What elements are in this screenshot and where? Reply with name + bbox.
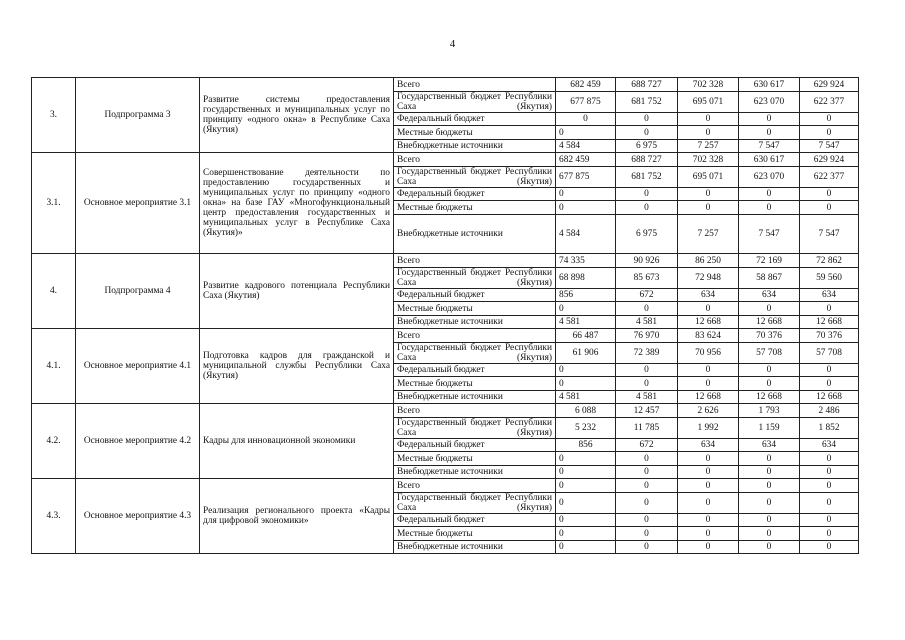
amount-cell: 0	[739, 364, 800, 377]
funding-source: Государственный бюджет Республики Саха (Якутия)	[394, 418, 556, 439]
amount-cell: 0	[616, 188, 678, 201]
amount-cell: 0	[556, 126, 616, 140]
amount-cell: 856	[556, 289, 616, 302]
amount-cell: 74 335	[556, 254, 616, 268]
funding-source: Федеральный бюджет	[394, 439, 556, 452]
amount-cell: 672	[616, 439, 678, 452]
amount-cell: 70 956	[678, 343, 739, 364]
program-name: Основное мероприятие 3.1	[76, 153, 200, 254]
funding-source: Государственный бюджет Республики Саха (Якутия)	[394, 167, 556, 188]
amount-cell: 0	[678, 201, 739, 215]
amount-cell: 677 875	[556, 92, 616, 113]
amount-cell: 682 459	[556, 153, 616, 167]
amount-cell: 72 389	[616, 343, 678, 364]
amount-cell: 5 232	[556, 418, 616, 439]
funding-source: Федеральный бюджет	[394, 364, 556, 377]
amount-cell: 0	[800, 514, 859, 527]
section-number: 3.	[32, 78, 76, 153]
amount-cell: 4 581	[556, 316, 616, 329]
amount-cell: 1 992	[678, 418, 739, 439]
amount-cell: 1 852	[800, 418, 859, 439]
funding-source: Всего	[394, 479, 556, 493]
amount-cell: 0	[800, 452, 859, 466]
amount-cell: 622 377	[800, 92, 859, 113]
amount-cell: 0	[616, 113, 678, 126]
funding-source: Внебюджетные источники	[394, 316, 556, 329]
amount-cell: 0	[616, 493, 678, 514]
amount-cell: 634	[800, 439, 859, 452]
amount-cell: 634	[678, 439, 739, 452]
section-number: 4.1.	[32, 329, 76, 404]
table-row	[32, 78, 859, 92]
amount-cell: 70 376	[800, 329, 859, 343]
amount-cell: 0	[556, 113, 616, 126]
amount-cell: 702 328	[678, 153, 739, 167]
table-row	[32, 479, 859, 493]
funding-source: Государственный бюджет Республики Саха (Якутия)	[394, 92, 556, 113]
amount-cell: 0	[739, 541, 800, 554]
amount-cell: 0	[739, 113, 800, 126]
amount-cell: 59 560	[800, 268, 859, 289]
amount-cell: 66 487	[556, 329, 616, 343]
amount-cell: 688 727	[616, 153, 678, 167]
amount-cell: 0	[616, 514, 678, 527]
amount-cell: 0	[800, 201, 859, 215]
amount-cell: 0	[678, 452, 739, 466]
amount-cell: 629 924	[800, 78, 859, 92]
amount-cell: 68 898	[556, 268, 616, 289]
funding-source: Внебюджетные источники	[394, 391, 556, 404]
funding-source: Местные бюджеты	[394, 527, 556, 541]
amount-cell: 2 626	[678, 404, 739, 418]
funding-source: Государственный бюджет Республики Саха (Якутия)	[394, 268, 556, 289]
amount-cell: 0	[556, 302, 616, 316]
amount-cell: 0	[678, 514, 739, 527]
program-name: Основное мероприятие 4.3	[76, 479, 200, 554]
amount-cell: 70 376	[739, 329, 800, 343]
funding-source: Всего	[394, 153, 556, 167]
amount-cell: 677 875	[556, 167, 616, 188]
amount-cell: 0	[616, 201, 678, 215]
program-name: Подпрограмма 3	[76, 78, 200, 153]
amount-cell: 7 547	[800, 215, 859, 254]
amount-cell: 0	[556, 377, 616, 391]
amount-cell: 0	[678, 302, 739, 316]
amount-cell: 0	[800, 466, 859, 479]
amount-cell: 12 457	[616, 404, 678, 418]
amount-cell: 0	[739, 302, 800, 316]
funding-source: Внебюджетные источники	[394, 215, 556, 254]
amount-cell: 0	[678, 466, 739, 479]
amount-cell: 0	[739, 479, 800, 493]
amount-cell: 629 924	[800, 153, 859, 167]
amount-cell: 7 547	[739, 140, 800, 153]
amount-cell: 1 793	[739, 404, 800, 418]
table-row	[32, 329, 859, 343]
amount-cell: 0	[678, 493, 739, 514]
amount-cell: 4 581	[616, 391, 678, 404]
amount-cell: 0	[678, 527, 739, 541]
amount-cell: 4 584	[556, 215, 616, 254]
amount-cell: 0	[800, 364, 859, 377]
amount-cell: 0	[678, 126, 739, 140]
amount-cell: 681 752	[616, 167, 678, 188]
amount-cell: 0	[616, 527, 678, 541]
amount-cell: 0	[616, 126, 678, 140]
amount-cell: 672	[616, 289, 678, 302]
page-number: 4	[449, 38, 456, 50]
amount-cell: 0	[556, 188, 616, 201]
funding-source: Государственный бюджет Республики Саха (Якутия)	[394, 493, 556, 514]
amount-cell: 0	[616, 452, 678, 466]
amount-cell: 72 948	[678, 268, 739, 289]
budget-table	[31, 77, 859, 554]
amount-cell: 0	[678, 364, 739, 377]
table-row	[32, 404, 859, 418]
amount-cell: 0	[678, 377, 739, 391]
funding-source: Всего	[394, 78, 556, 92]
amount-cell: 0	[556, 493, 616, 514]
funding-source: Местные бюджеты	[394, 126, 556, 140]
amount-cell: 0	[739, 126, 800, 140]
amount-cell: 7 257	[678, 215, 739, 254]
program-name: Основное мероприятие 4.2	[76, 404, 200, 479]
amount-cell: 623 070	[739, 92, 800, 113]
amount-cell: 4 581	[556, 391, 616, 404]
amount-cell: 695 071	[678, 167, 739, 188]
program-name: Основное мероприятие 4.1	[76, 329, 200, 404]
funding-source: Местные бюджеты	[394, 302, 556, 316]
funding-source: Федеральный бюджет	[394, 113, 556, 126]
amount-cell: 0	[678, 188, 739, 201]
amount-cell: 634	[739, 289, 800, 302]
amount-cell: 0	[556, 527, 616, 541]
amount-cell: 0	[800, 113, 859, 126]
budget-table-body	[32, 78, 859, 554]
amount-cell: 85 673	[616, 268, 678, 289]
amount-cell: 7 257	[678, 140, 739, 153]
amount-cell: 61 906	[556, 343, 616, 364]
amount-cell: 623 070	[739, 167, 800, 188]
amount-cell: 0	[678, 479, 739, 493]
funding-source: Всего	[394, 254, 556, 268]
program-description: Развитие кадрового потенциала Республики Саха (Якутия)	[200, 254, 394, 329]
amount-cell: 1 159	[739, 418, 800, 439]
amount-cell: 688 727	[616, 78, 678, 92]
amount-cell: 12 668	[739, 391, 800, 404]
amount-cell: 12 668	[678, 391, 739, 404]
amount-cell: 0	[739, 466, 800, 479]
section-number: 4.2.	[32, 404, 76, 479]
section-number: 4.	[32, 254, 76, 329]
amount-cell: 58 867	[739, 268, 800, 289]
program-name: Подпрограмма 4	[76, 254, 200, 329]
amount-cell: 0	[678, 113, 739, 126]
amount-cell: 0	[616, 302, 678, 316]
amount-cell: 57 708	[739, 343, 800, 364]
amount-cell: 0	[800, 479, 859, 493]
amount-cell: 702 328	[678, 78, 739, 92]
table-row	[32, 153, 859, 167]
amount-cell: 634	[800, 289, 859, 302]
amount-cell: 0	[739, 527, 800, 541]
amount-cell: 0	[800, 302, 859, 316]
program-description: Кадры для инновационной экономики	[200, 404, 394, 479]
amount-cell: 0	[739, 493, 800, 514]
amount-cell: 682 459	[556, 78, 616, 92]
amount-cell: 634	[678, 289, 739, 302]
funding-source: Всего	[394, 404, 556, 418]
funding-source: Федеральный бюджет	[394, 514, 556, 527]
amount-cell: 0	[556, 201, 616, 215]
amount-cell: 7 547	[800, 140, 859, 153]
funding-source: Внебюджетные источники	[394, 466, 556, 479]
amount-cell: 0	[800, 493, 859, 514]
funding-source: Всего	[394, 329, 556, 343]
funding-source: Местные бюджеты	[394, 201, 556, 215]
amount-cell: 0	[556, 514, 616, 527]
amount-cell: 0	[678, 541, 739, 554]
funding-source: Государственный бюджет Республики Саха (Якутия)	[394, 343, 556, 364]
amount-cell: 11 785	[616, 418, 678, 439]
amount-cell: 12 668	[739, 316, 800, 329]
amount-cell: 622 377	[800, 167, 859, 188]
amount-cell: 0	[800, 527, 859, 541]
program-description: Развитие системы предоставления государственных и муниципальных услуг по принципу «одного окна» в Республике Саха (Якутия)	[200, 78, 394, 153]
amount-cell: 12 668	[678, 316, 739, 329]
amount-cell: 0	[556, 541, 616, 554]
funding-source: Местные бюджеты	[394, 377, 556, 391]
amount-cell: 4 581	[616, 316, 678, 329]
amount-cell: 0	[739, 377, 800, 391]
amount-cell: 7 547	[739, 215, 800, 254]
amount-cell: 0	[800, 541, 859, 554]
amount-cell: 0	[556, 479, 616, 493]
funding-source: Внебюджетные источники	[394, 541, 556, 554]
amount-cell: 0	[616, 364, 678, 377]
amount-cell: 0	[616, 377, 678, 391]
funding-source: Местные бюджеты	[394, 452, 556, 466]
amount-cell: 0	[800, 126, 859, 140]
amount-cell: 630 617	[739, 78, 800, 92]
amount-cell: 0	[556, 466, 616, 479]
amount-cell: 0	[739, 201, 800, 215]
amount-cell: 6 975	[616, 140, 678, 153]
amount-cell: 2 486	[800, 404, 859, 418]
section-number: 3.1.	[32, 153, 76, 254]
amount-cell: 4 584	[556, 140, 616, 153]
section-number: 4.3.	[32, 479, 76, 554]
amount-cell: 0	[739, 188, 800, 201]
funding-source: Федеральный бюджет	[394, 188, 556, 201]
amount-cell: 72 862	[800, 254, 859, 268]
amount-cell: 0	[556, 364, 616, 377]
amount-cell: 0	[739, 452, 800, 466]
amount-cell: 0	[616, 541, 678, 554]
amount-cell: 0	[800, 377, 859, 391]
amount-cell: 6 088	[556, 404, 616, 418]
amount-cell: 856	[556, 439, 616, 452]
amount-cell: 72 169	[739, 254, 800, 268]
funding-source: Внебюджетные источники	[394, 140, 556, 153]
amount-cell: 681 752	[616, 92, 678, 113]
amount-cell: 12 668	[800, 316, 859, 329]
amount-cell: 634	[739, 439, 800, 452]
program-description: Реализация регионального проекта «Кадры для цифровой экономики»	[200, 479, 394, 554]
program-description: Совершенствование деятельности по предоставлению государственных и муниципальных услуг по принципу «одного окна» на базе ГАУ «Многофункциональный центр предоставления государственных и муниципальных услуг в Республике Саха (Якутия)»	[200, 153, 394, 254]
amount-cell: 0	[556, 452, 616, 466]
program-description: Подготовка кадров для гражданской и муниципальной службы Республики Саха (Якутия)	[200, 329, 394, 404]
amount-cell: 630 617	[739, 153, 800, 167]
amount-cell: 0	[800, 188, 859, 201]
funding-source: Федеральный бюджет	[394, 289, 556, 302]
amount-cell: 86 250	[678, 254, 739, 268]
amount-cell: 12 668	[800, 391, 859, 404]
amount-cell: 76 970	[616, 329, 678, 343]
amount-cell: 695 071	[678, 92, 739, 113]
amount-cell: 83 624	[678, 329, 739, 343]
amount-cell: 6 975	[616, 215, 678, 254]
amount-cell: 0	[616, 466, 678, 479]
amount-cell: 57 708	[800, 343, 859, 364]
amount-cell: 0	[739, 514, 800, 527]
table-row	[32, 254, 859, 268]
amount-cell: 90 926	[616, 254, 678, 268]
amount-cell: 0	[616, 479, 678, 493]
